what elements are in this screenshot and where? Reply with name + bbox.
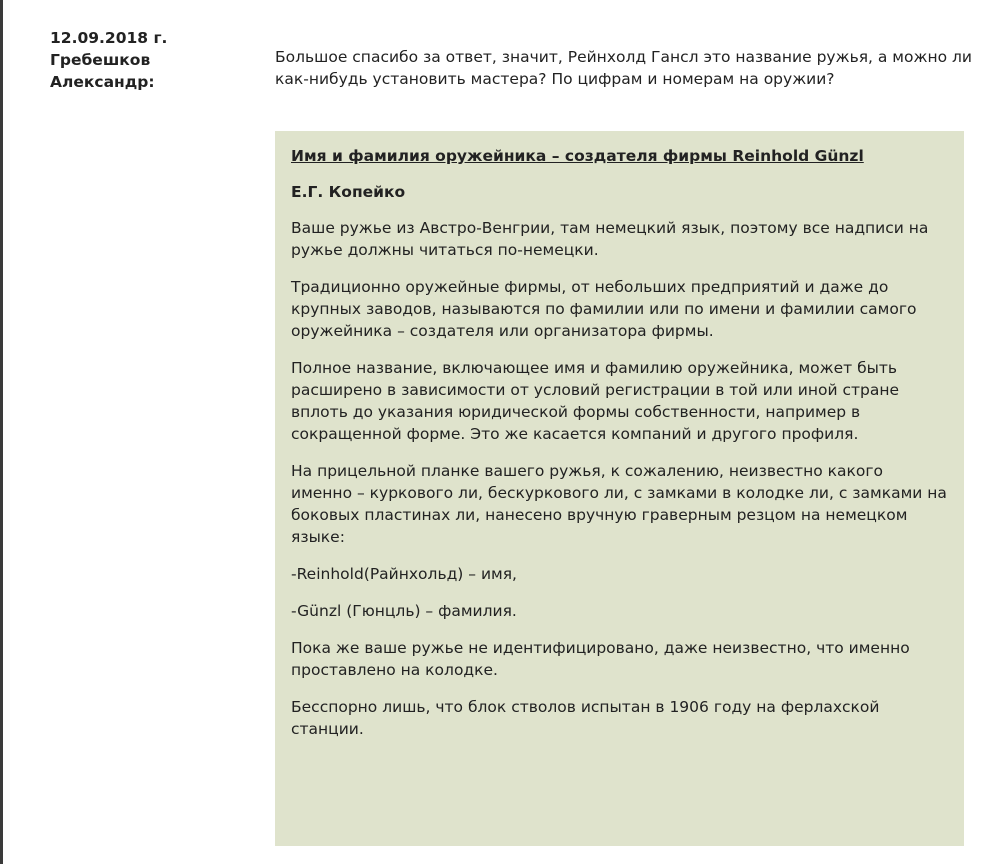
answer-paragraph: -Reinhold(Райнхольд) – имя, — [291, 565, 517, 583]
question-text: Большое спасибо за ответ, значит, Рейнхолд Гансл это название ружья, а можно ли как-нибудь установить мастера? По цифрам и номерам на оружии? — [275, 48, 972, 88]
answer-paragraph: Традиционно оружейные фирмы, от небольших предприятий и даже до крупных заводов, называются по фамилии или по имени и фамилии самого оружейника – создателя или организатора фирмы. — [291, 278, 917, 340]
post-author: Гребешков — [50, 51, 151, 69]
answer-paragraph: На прицельной планке вашего ружья, к сожалению, неизвестно какого именно – куркового ли, бескуркового ли, с замками в колодке ли, с замками на боковых пластинах ли, нанесено вручную граверным резцом на немецком языке: — [291, 462, 947, 546]
answer-paragraph: Полное название, включающее имя и фамилию оружейника, может быть расширено в зависимости от условий регистрации в той или иной стране вплоть до указания юридической формы собственности, например в сокращенной форме. Это же касается компаний и другого профиля. — [291, 359, 900, 443]
left-border — [0, 0, 3, 864]
post-date: 12.09.2018 г. — [50, 29, 168, 47]
answer-paragraph: Бесспорно лишь, что блок стволов испытан в 1906 году на ферлахской станции. — [291, 698, 880, 738]
post-meta — [50, 27, 250, 93]
post-author-name: Александр: — [50, 73, 155, 91]
answer-paragraph: Пока же ваше ружье не идентифицировано, даже неизвестно, что именно проставлено на колодке. — [291, 639, 910, 679]
answer-paragraph: Ваше ружье из Австро-Венгрии, там немецкий язык, поэтому все надписи на ружье должны читаться по-немецки. — [291, 219, 929, 259]
answer-box — [275, 131, 964, 846]
answer-author: Е.Г. Копейко — [291, 183, 406, 201]
answer-title: Имя и фамилия оружейника – создателя фирмы Reinhold Günzl — [291, 147, 864, 165]
answer-paragraph: -Günzl (Гюнцль) – фамилия. — [291, 602, 517, 620]
